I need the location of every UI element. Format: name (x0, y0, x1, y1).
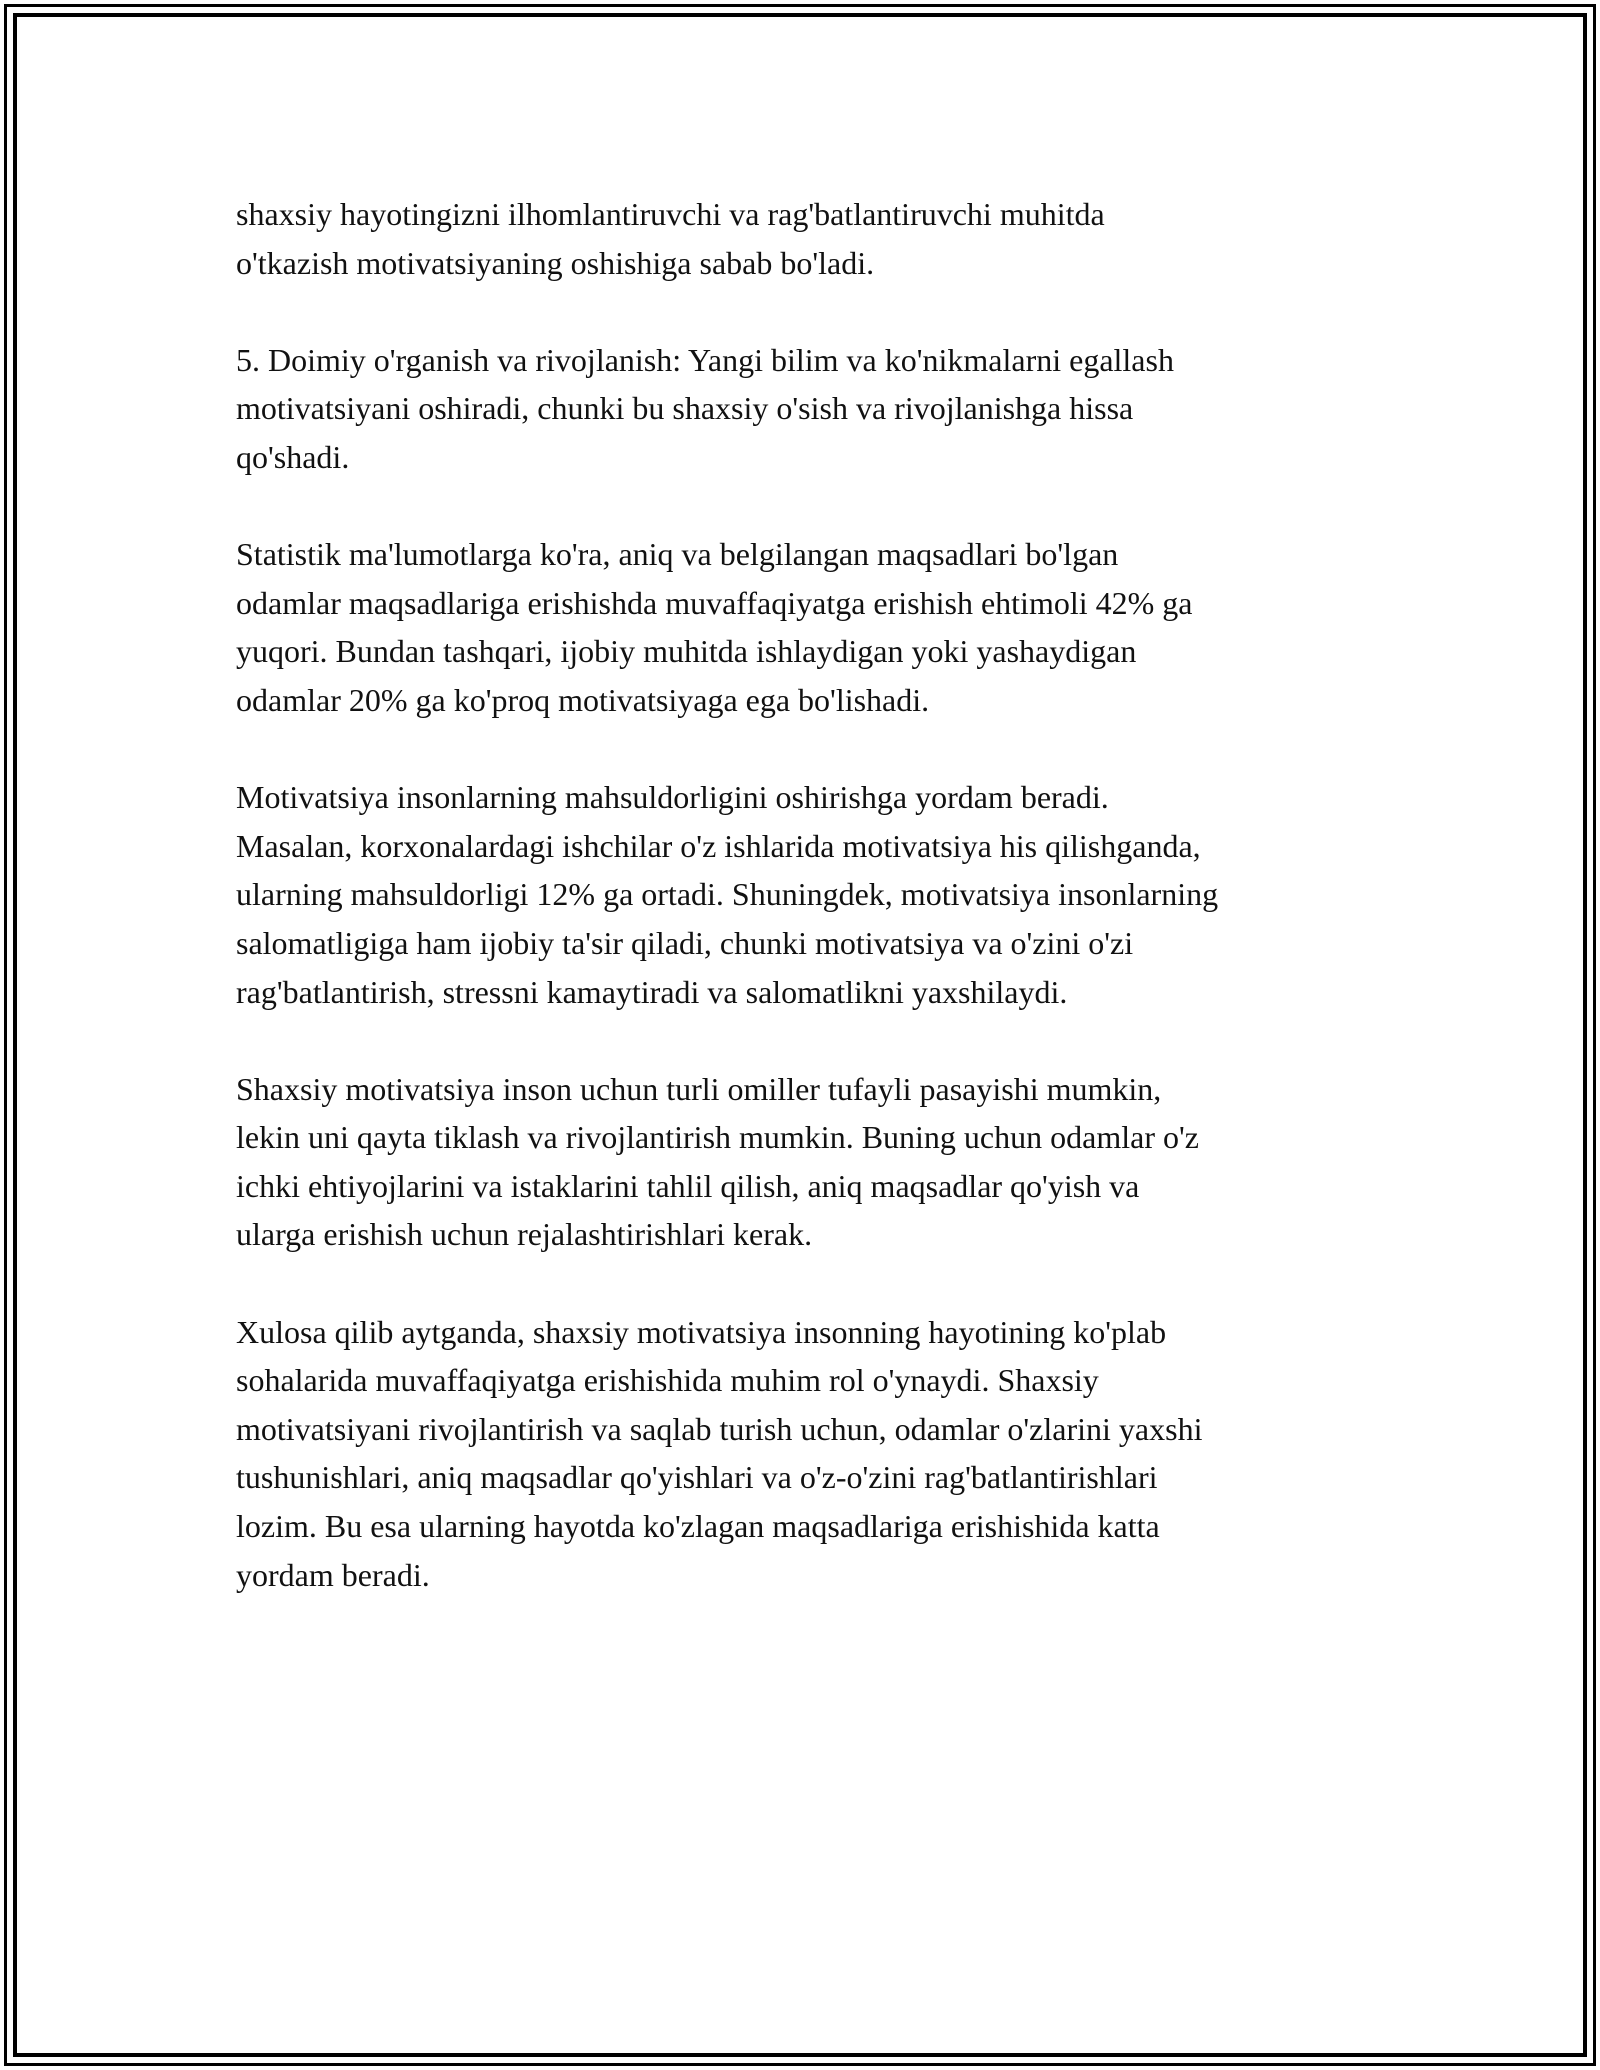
paragraph-statistics: Statistik ma'lumotlarga ko'ra, aniq va belgilangan maqsadlari bo'lgan odamlar maqsadlariga erishishda muvaffaqiyatga erishish ehtimoli 42% ga yuqori. Bundan tashqari, ijobiy muhitda ishlaydigan yoki yashaydigan odamlar 20% ga ko'proq motivatsiyaga ega bo'lishadi. (236, 536, 1193, 718)
document-body (236, 190, 1386, 1648)
paragraph-continuous-learning: 5. Doimiy o'rganish va rivojlanish: Yangi bilim va ko'nikmalarni egallash motivatsiyani oshiradi, chunki bu shaxsiy o'sish va rivojlanishga hissa qo'shadi. (236, 341, 1174, 475)
paragraph-productivity: Motivatsiya insonlarning mahsuldorligini oshirishga yordam beradi. Masalan, korxonalardagi ishchilar o'z ishlarida motivatsiya his qilishganda, ularning mahsuldorligi 12% ga ortadi. Shuningdek, motivatsiya insonlarning salomatligiga ham ijobiy ta'sir qiladi, chunki motivatsiya va o'zini o'zi rag'batlantirish, stressni kamaytiradi va salomatlikni yaxshilaydi. (236, 779, 1219, 1010)
paragraph-restoring-motivation: Shaxsiy motivatsiya inson uchun turli omiller tufayli pasayishi mumkin, lekin uni qayta tiklash va rivojlantirish mumkin. Buning uchun odamlar o'z ichki ehtiyojlarini va istaklarini tahlil qilish, aniq maqsadlar qo'yish va ularga erishish uchun rejalashtirishlari kerak. (236, 1070, 1199, 1253)
paragraph-conclusion: Xulosa qilib aytganda, shaxsiy motivatsiya insonning hayotining ko'plab sohalarida muvaffaqiyatga erishishida muhim rol o'ynaydi. Shaxsiy motivatsiyani rivojlantirish va saqlab turish uchun, odamlar o'zlarini yaxshi tushunishlari, aniq maqsadlar qo'yishlari va o'z-o'zini rag'batlantirishlari lozim. Bu esa ularning hayotda ko'zlagan maqsadlariga erishishida katta yordam beradi. (236, 1313, 1203, 1593)
paragraph-continuation: shaxsiy hayotingizni ilhomlantiruvchi va rag'batlantiruvchi muhitda o'tkazish motivatsiyaning oshishiga sabab bo'ladi. (236, 196, 1105, 281)
